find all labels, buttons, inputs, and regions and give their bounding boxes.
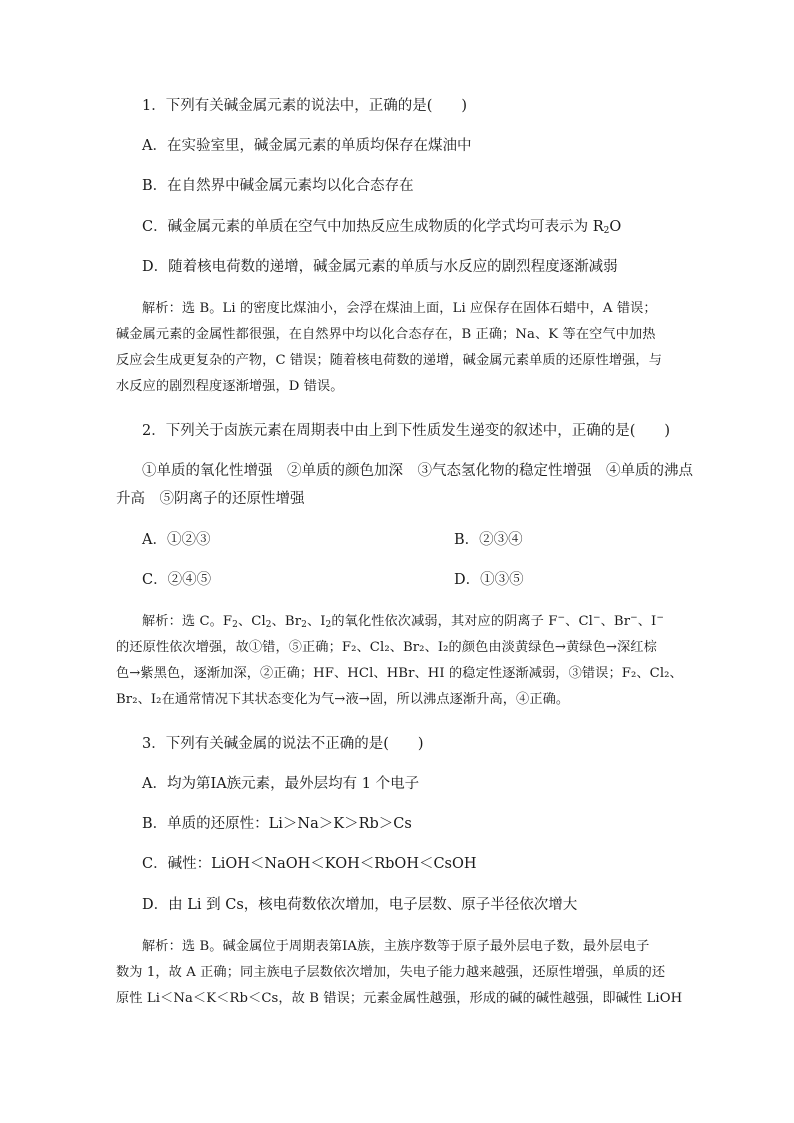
analysis-text: 、Cl <box>238 614 266 629</box>
superscript: − <box>630 613 638 623</box>
analysis-text: 、Br <box>600 614 631 629</box>
superscript: − <box>656 613 665 623</box>
q2-analysis-line <box>142 612 664 632</box>
q2-stem: 2．下列关于卤族元素在周期表中由上到下性质发生递变的叙述中，正确的是( ) <box>142 423 671 439</box>
analysis-text: 、I <box>637 614 657 629</box>
superscript: − <box>557 613 566 623</box>
q1-analysis-line: 反应会生成更复杂的产物，C 错误；随着核电荷数的递增，碱金属元素单质的还原性增强，与 <box>116 353 662 368</box>
analysis-text: 解析：选 C。F <box>142 614 233 629</box>
q1-stem: 1．下列有关碱金属元素的说法中，正确的是( ) <box>142 98 468 114</box>
analysis-text: 、Br <box>271 614 302 629</box>
q1-analysis-line: 解析：选 B。Li 的密度比煤油小，会浮在煤油上面，Li 应保存在固体石蜡中，A 错误； <box>142 301 657 316</box>
q2-items-line: ①单质的氧化性增强 ②单质的颜色加深 ③气态氢化物的稳定性增强 ④单质的沸点 <box>142 463 693 479</box>
q1-option-a: A．在实验室里，碱金属元素的单质均保存在煤油中 <box>142 138 472 154</box>
q2-items-line: 升高 ⑤阴离子的还原性增强 <box>116 491 305 507</box>
subscript: 2 <box>265 620 272 630</box>
q3-option-d: D．由 Li 到 Cs，核电荷数依次增加，电子层数、原子半径依次增大 <box>142 897 578 913</box>
q1-analysis-line: 碱金属元素的金属性都很强，在自然界中均以化合态存在，B 正确；Na、K 等在空气中加热 <box>116 327 656 342</box>
q3-option-a: A．均为第ⅠA族元素，最外层均有 1 个电子 <box>142 776 420 792</box>
analysis-text: 、Cl <box>565 614 593 629</box>
q1-option-c <box>142 217 621 237</box>
q1-option-c-sub: 2 <box>603 226 610 236</box>
q1-option-c-text: C．碱金属元素的单质在空气中加热反应生成物质的化学式均可表示为 R <box>142 219 604 235</box>
subscript: 2 <box>301 620 307 630</box>
q2-analysis-line: 的还原性依次增强，故①错，⑤正确；F₂、Cl₂、Br₂、I₂的颜色由淡黄绿色→黄绿色→深红棕 <box>116 640 657 655</box>
q3-analysis-line: 数为 1，故 A 正确；同主族电子层数依次增加，失电子能力越来越强，还原性增强，单质的还 <box>116 965 666 980</box>
superscript: − <box>592 613 601 623</box>
q3-option-b: B．单质的还原性：Li＞Na＞K＞Rb＞Cs <box>142 816 412 832</box>
q2-option-a: A．①②③ <box>142 532 211 548</box>
q1-option-c-end: O <box>609 219 622 235</box>
q3-analysis-line: 解析：选 B。碱金属位于周期表第ⅠA族，主族序数等于原子最外层电子数，最外层电子 <box>142 939 650 954</box>
q3-stem: 3．下列有关碱金属的说法不正确的是( ) <box>142 736 424 752</box>
analysis-text: 、I <box>306 614 326 629</box>
q2-analysis-line: Br₂、I₂在通常情况下其状态变化为气→液→固，所以沸点逐渐升高，④正确。 <box>116 692 570 707</box>
q3-option-c: C．碱性：LiOH＜NaOH＜KOH＜RbOH＜CsOH <box>142 856 477 872</box>
subscript: 2 <box>232 620 238 630</box>
q1-option-d: D．随着核电荷数的递增，碱金属元素的单质与水反应的剧烈程度逐渐减弱 <box>142 259 618 275</box>
q2-option-b: B．②③④ <box>454 532 523 548</box>
q2-option-c: C．②④⑤ <box>142 572 212 588</box>
analysis-text: 的氧化性依次减弱，其对应的阴离子 F <box>331 614 558 629</box>
q1-option-b: B．在自然界中碱金属元素均以化合态存在 <box>142 178 414 194</box>
subscript: 2 <box>325 620 332 630</box>
q2-analysis-line: 色→紫黑色，逐渐加深，②正确；HF、HCl、HBr、HI 的稳定性逐渐减弱，③错误；F₂、Cl₂、 <box>116 666 683 681</box>
q1-analysis-line: 水反应的剧烈程度逐渐增强，D 错误。 <box>116 379 344 394</box>
q3-analysis-line: 原性 Li＜Na＜K＜Rb＜Cs，故 B 错误；元素金属性越强，形成的碱的碱性越强，即碱性 LiOH <box>116 991 683 1006</box>
q2-option-d: D．①③⑤ <box>454 572 524 588</box>
